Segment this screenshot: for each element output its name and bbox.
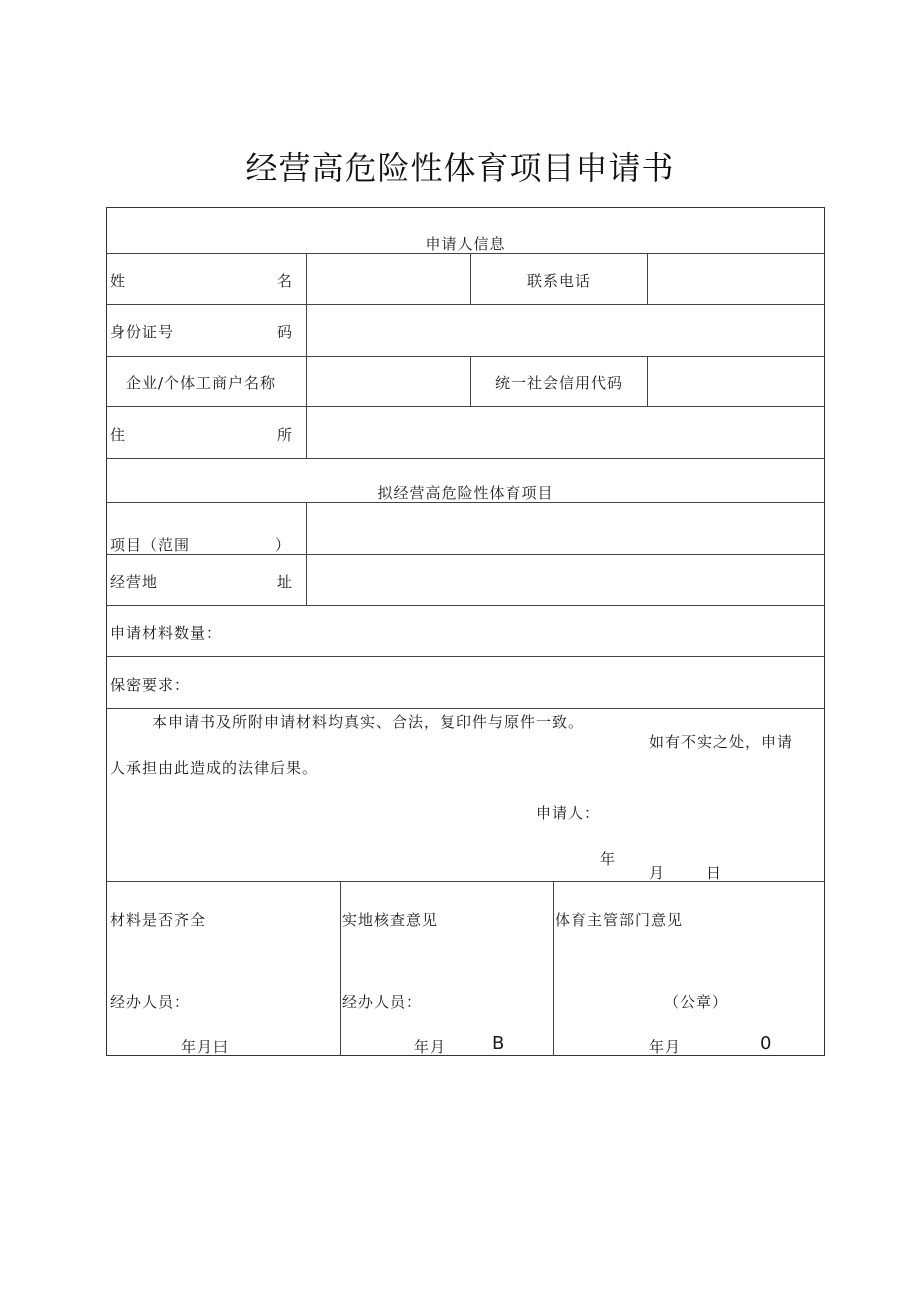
divider <box>340 881 341 1056</box>
date-3-day: 0 <box>760 1033 773 1054</box>
section-applicant-info: 申请人信息 <box>425 235 506 253</box>
application-form <box>106 207 825 1056</box>
id-label-left: 身份证号 <box>110 323 175 341</box>
project-label-right: ） <box>275 536 292 554</box>
divider <box>107 406 824 407</box>
divider <box>107 304 824 305</box>
id-number-field[interactable] <box>308 306 823 355</box>
phone-label: 联系电话 <box>526 272 591 290</box>
divider <box>306 253 307 458</box>
sign-month: 月 <box>649 864 666 882</box>
divider <box>107 356 824 357</box>
date-2-day: B <box>492 1033 506 1054</box>
site-field[interactable] <box>308 556 823 604</box>
company-field[interactable] <box>308 358 468 405</box>
sign-day: 日 <box>706 864 723 882</box>
divider <box>107 458 824 459</box>
date-1: 年月曰 <box>181 1038 230 1056</box>
divider <box>647 356 648 406</box>
divider <box>107 554 824 555</box>
divider <box>107 605 824 606</box>
divider <box>553 881 554 1056</box>
page-title: 经营高危险性体育项目申请书 <box>245 149 675 187</box>
handler-label-2: 经办人员： <box>342 993 423 1011</box>
sports-dept-label: 体育主管部门意见 <box>555 911 684 929</box>
credit-code-field[interactable] <box>649 358 823 405</box>
declaration-line3: 人承担由此造成的法律后果。 <box>110 759 319 777</box>
declaration-line2: 如有不实之处，申请 <box>649 733 794 751</box>
materials-complete-label: 材料是否齐全 <box>110 911 207 929</box>
address-field[interactable] <box>308 408 823 457</box>
seal-label: （公章） <box>664 993 729 1011</box>
section-project-info: 拟经营高危险性体育项目 <box>377 484 554 502</box>
site-label-left: 经营地 <box>110 573 159 591</box>
date-2-ym: 年月 <box>414 1038 447 1056</box>
divider <box>107 708 824 709</box>
company-label: 企业/个体工商户名称 <box>126 374 277 392</box>
date-3-ym: 年月 <box>649 1038 682 1056</box>
address-label-left: 住 <box>110 426 127 444</box>
id-label-right: 码 <box>277 323 294 341</box>
divider <box>647 253 648 305</box>
declaration-line1: 本申请书及所附申请材料均真实、合法，复印件与原件一致。 <box>152 713 585 731</box>
sign-year: 年 <box>600 850 617 868</box>
materials-count-label: 申请材料数量： <box>110 624 223 642</box>
handler-label-1: 经办人员： <box>110 993 191 1011</box>
name-label-left: 姓 <box>110 272 127 290</box>
name-field[interactable] <box>308 255 468 303</box>
signer-label: 申请人： <box>536 804 601 822</box>
divider <box>306 502 307 605</box>
site-check-label: 实地核查意见 <box>342 911 439 929</box>
project-field[interactable] <box>308 504 823 553</box>
project-label-left: 项目（范围 <box>110 536 191 554</box>
name-label-right: 名 <box>277 272 294 290</box>
divider <box>107 656 824 657</box>
confidential-label: 保密要求： <box>110 676 191 694</box>
address-label-right: 所 <box>277 426 294 444</box>
phone-field[interactable] <box>649 255 823 303</box>
site-label-right: 址 <box>277 573 294 591</box>
credit-code-label: 统一社会信用代码 <box>494 374 623 392</box>
